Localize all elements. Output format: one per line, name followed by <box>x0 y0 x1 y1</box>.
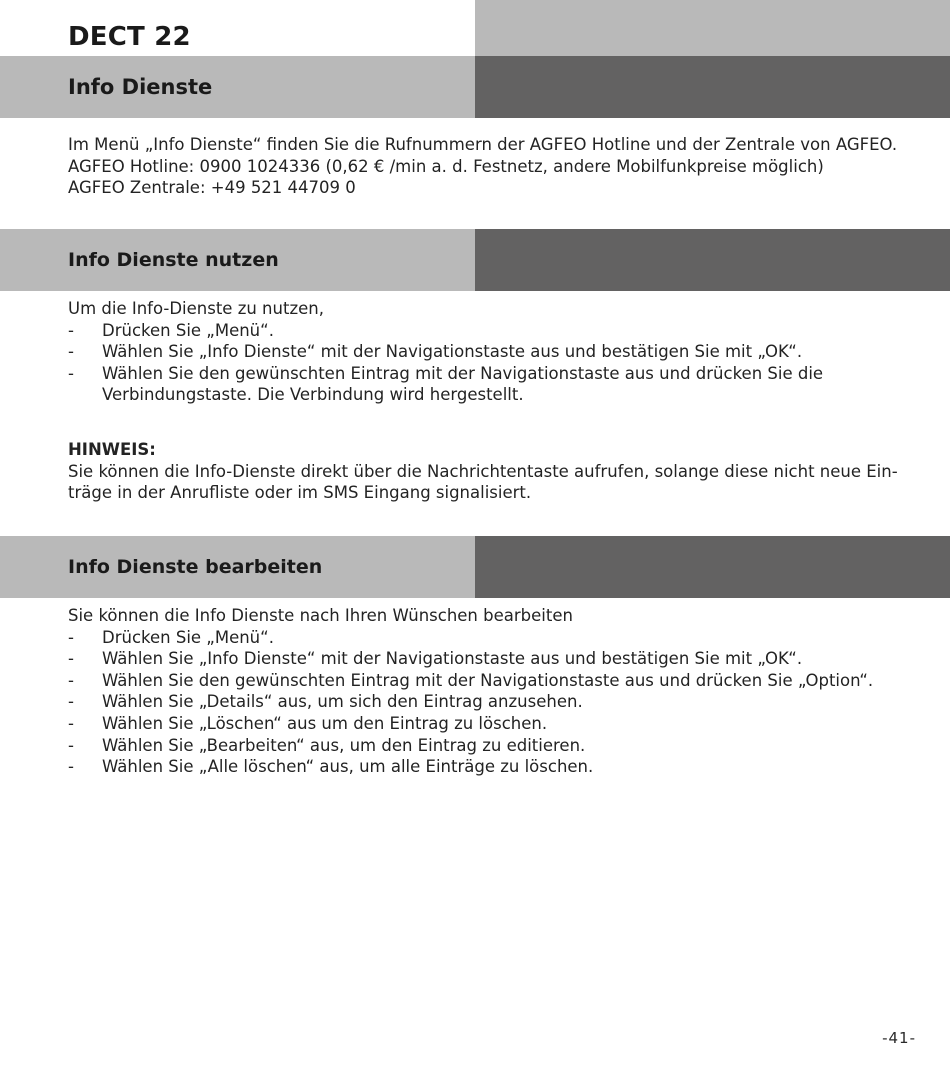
list-item-text: Wählen Sie „Info Dienste“ mit der Navigationstaste aus und bestätigen Sie mit „OK“. <box>102 342 803 362</box>
list-item-text: Wählen Sie „Details“ aus, um sich den Eintrag anzusehen. <box>102 692 583 712</box>
bullet-dash: - <box>68 627 74 647</box>
note-line: träge in der Anrufliste oder im SMS Eingang signalisiert. <box>68 483 532 503</box>
bullet-dash: - <box>68 713 74 733</box>
band-dark <box>475 229 950 291</box>
list-item-text: Wählen Sie „Bearbeiten“ aus, um den Eintrag zu editieren. <box>102 735 586 755</box>
page-number: -41- <box>882 1029 916 1047</box>
band-dark <box>475 536 950 598</box>
section-header-info-dienste <box>0 56 950 118</box>
list-item <box>68 713 873 735</box>
bullet-dash: - <box>68 342 74 362</box>
list-item <box>68 691 873 713</box>
bullet-dash: - <box>68 757 74 777</box>
list-item-text: Wählen Sie „Info Dienste“ mit der Navigationstaste aus und bestätigen Sie mit „OK“. <box>102 649 803 669</box>
list-item-text: Wählen Sie „Alle löschen“ aus, um alle Einträge zu löschen. <box>102 757 594 777</box>
header-gray-block <box>475 0 950 56</box>
list-item-text: Drücken Sie „Menü“. <box>102 320 274 340</box>
section-title: Info Dienste bearbeiten <box>68 556 323 578</box>
bullet-dash: - <box>68 649 74 669</box>
section-nutzen-body <box>68 298 823 406</box>
list-item-text: Wählen Sie den gewünschten Eintrag mit der Navigationstaste aus und drücken Sie die <box>102 363 824 383</box>
list-item-continuation: Verbindungstaste. Die Verbindung wird hergestellt. <box>102 385 524 405</box>
document-title: DECT 22 <box>68 22 191 52</box>
list-item <box>68 670 873 692</box>
section-title: Info Dienste nutzen <box>68 249 279 271</box>
bullet-dash: - <box>68 363 74 383</box>
zentrale-line: AGFEO Zentrale: +49 521 44709 0 <box>68 178 356 198</box>
band-dark <box>475 56 950 118</box>
note-line: Sie können die Info-Dienste direkt über die Nachrichtentaste aufrufen, solange diese nicht neue Ein- <box>68 461 898 481</box>
intro-line: Sie können die Info Dienste nach Ihren Wünschen bearbeiten <box>68 606 573 625</box>
bullet-dash: - <box>68 735 74 755</box>
bullet-dash: - <box>68 670 74 690</box>
list-item <box>68 735 873 757</box>
list-item-text: Wählen Sie „Löschen“ aus um den Eintrag zu löschen. <box>102 713 548 733</box>
section-header-info-dienste-bearbeiten <box>0 536 950 598</box>
intro-line: Um die Info-Dienste zu nutzen, <box>68 299 324 318</box>
list-item <box>68 320 823 342</box>
list-item <box>68 627 873 649</box>
list-item-text: Wählen Sie den gewünschten Eintrag mit der Navigationstaste aus und drücken Sie „Option“. <box>102 670 874 690</box>
section-title: Info Dienste <box>68 75 213 99</box>
list-item <box>68 341 823 363</box>
bullet-dash: - <box>68 320 74 340</box>
list-item <box>68 756 873 778</box>
hinweis-note <box>68 439 898 504</box>
note-title: HINWEIS: <box>68 440 156 459</box>
hotline-line: AGFEO Hotline: 0900 1024336 (0,62 € /min a. d. Festnetz, andere Mobilfunkpreise möglich) <box>68 156 824 176</box>
section-info-dienste-body <box>68 134 897 199</box>
list-item-text: Drücken Sie „Menü“. <box>102 627 274 647</box>
section-bearbeiten-body <box>68 605 873 778</box>
list-item <box>68 648 873 670</box>
section-header-info-dienste-nutzen <box>0 229 950 291</box>
list-item <box>68 363 823 385</box>
paragraph-line: Im Menü „Info Dienste“ finden Sie die Rufnummern der AGFEO Hotline und der Zentrale von AGFEO. <box>68 135 898 154</box>
bullet-dash: - <box>68 692 74 712</box>
